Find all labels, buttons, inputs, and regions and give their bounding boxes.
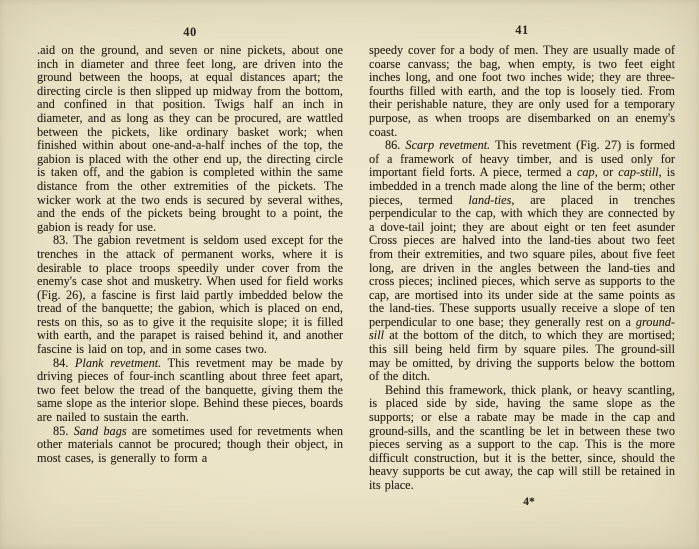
- italic-text: land-ties: [468, 192, 512, 207]
- paragraph: [37, 357, 343, 425]
- paragraph: [369, 139, 675, 384]
- paragraph: [369, 44, 675, 139]
- italic-text: Plank revetment.: [74, 355, 162, 370]
- body-text: This revetment may be made by driving pieces of four-inch scantling about three feet apart, two feet below the tread of the banquette, giving them the same slope as the interior slope. Behind these pieces, boards are nailed to sustain the earth.: [37, 355, 344, 425]
- body-text: Behind this framework, thick plank, or heavy scantling, is placed side by side, having the same slope as the supports; or else a rabate may be made in the cap and ground-sills, and the scantling be let in between these two pieces serving as a support to the cap. This is the more difficult construction, but it is the better, since, should the heavy supports be cut away, the cap will still be retained in its place.: [369, 382, 675, 492]
- body-text: This revetment (Fig. 27) is formed of a framework of heavy timber, and is used only for important field forts. A piece, termed a: [369, 138, 675, 180]
- left-page-text: [37, 44, 343, 465]
- italic-text: Sand bags: [73, 423, 127, 438]
- body-text: , or: [594, 165, 619, 180]
- right-page-text: [369, 44, 675, 509]
- body-text: 83. The gabion revetment is seldom used except for the trenches in the attack of permanent works, where it is desirable to place troops speedily under cover from the enemy's case shot and musketry. When used for field works (Fig. 26), a fascine is first laid partly imbedded below the tread of the banquette; the gabion, which is placed on end, rests on this, so as to give it the requisite slope; it is filled with earth, and the parapet is raised behind it, and another fascine is laid on top, and in some cases two.: [37, 233, 343, 357]
- left-page-number: 40: [183, 25, 197, 39]
- body-text: 86.: [385, 138, 406, 153]
- body-text: speedy cover for a body of men. They are usually made of coarse canvass; the bag, when empty, is two feet eight inches long, and one foot two inches wide; they are three-fourths filled with earth, and the top is loosely tied. From their perishable nature, they are only used for a temporary purpose, as when troops are disembarked on an enemy's coast.: [369, 43, 675, 139]
- paragraph: [37, 425, 343, 466]
- paragraph: [37, 44, 343, 234]
- signature-mark: 4*: [523, 495, 535, 508]
- right-page-number: 41: [515, 23, 529, 37]
- italic-text: ground-sill: [369, 314, 675, 343]
- paragraph: [369, 384, 675, 493]
- italic-text: cap-still: [618, 165, 659, 180]
- italic-text: cap: [576, 165, 595, 180]
- body-text: 84.: [53, 355, 75, 370]
- body-text: are sometimes used for revetments when other materials cannot be procured; though their object, in most cases, is generally to form a: [37, 423, 343, 465]
- paragraph: [37, 234, 343, 356]
- body-text: at the bottom of the ditch, to which they are mortised; this sill being held firm by square piles. The ground-sill may be omitted, by driving the supports below the bottom of the ditch.: [369, 328, 675, 384]
- body-text: , is imbedded in a trench made along the line of the berm; other pieces, termed: [369, 165, 675, 207]
- body-text: , are placed in trenches perpendicular to the cap, with which they are connected by a dove-tail joint; they are about eight or ten feet asunder Cross pieces are halved into the land-ties about two feet from their extremities, and two square piles, about five feet long, are driven in the angles between the land-ties and cross pieces; inclined pieces, which serve as supports to the cap, are mortised into its under side at the same points as the land-ties. These supports usually receive a slope of ten perpendicular to one base; they generally rest on a: [369, 192, 675, 329]
- body-text: .aid on the ground, and seven or nine pickets, about one inch in diameter and three feet long, are driven into the ground between the hoops, at equal distances apart; the directing circle is then slipped up midway from the bottom, and confined in that position. Twigs half an inch in diameter, and as long as they can be procured, are wattled between the pickets, like ordinary basket work; when finished within about one-and-a-half inches of the top, the gabion is placed with the other end up, the directing circle is taken off, and the gabion is completed within the same distance from the other extremities of the pickets. The wicker work at the two ends is secured by several withes, and the ends of the pickets being brought to a point, the gabion is ready for use.: [37, 43, 343, 234]
- body-text: 85.: [53, 423, 74, 438]
- italic-text: Scarp revetment.: [405, 138, 491, 153]
